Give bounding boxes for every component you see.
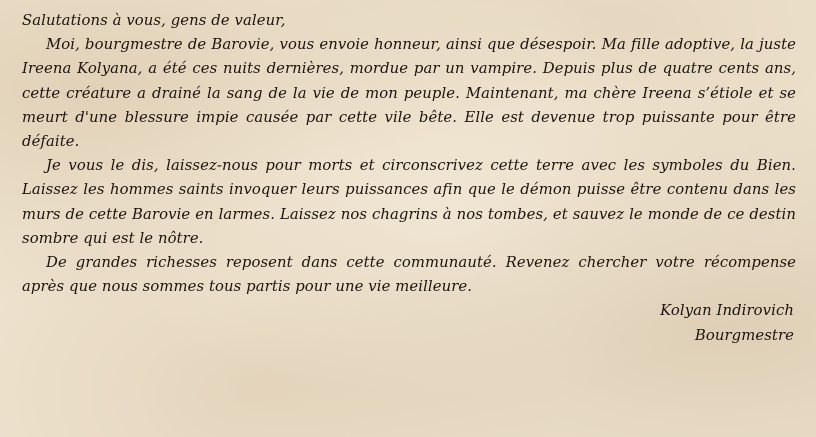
letter-greeting: Salutations à vous, gens de valeur, (22, 12, 286, 29)
letter-paragraph: De grandes richesses reposent dans cette communauté. Revenez chercher votre récompense après que nous sommes tous partis pour une vie meilleure. (22, 254, 796, 296)
signature-name: Kolyan Indirovich (660, 302, 794, 320)
letter-paragraph: Moi, bourgmestre de Barovie, vous envoie honneur, ainsi que désespoir. Ma fille adoptive, la juste Ireena Kolyana, a été ces nuits dernières, mordue par un vampire. Depuis plus de quatre cents ans, cette créature a drainé la sang de la vie de mon peuple. Maintenant, ma chère Ireena s’étiole et se meurt d'une blessure impie causée par cette vile bête. Elle est devenue trop puissante pour être défaite. (22, 36, 796, 151)
letter-paragraph: Je vous le dis, laissez-nous pour morts et circonscrivez cette terre avec les symboles du Bien. Laissez les hommes saints invoquer leurs puissances afin que le démon puisse être contenu dans les murs de cette Barovie en larmes. Laissez nos chagrins à nos tombes, et sauvez le monde de ce destin sombre qui est le nôtre. (22, 157, 796, 247)
signature-title: Bourgmestre (694, 326, 794, 344)
letter-signature (22, 299, 796, 347)
